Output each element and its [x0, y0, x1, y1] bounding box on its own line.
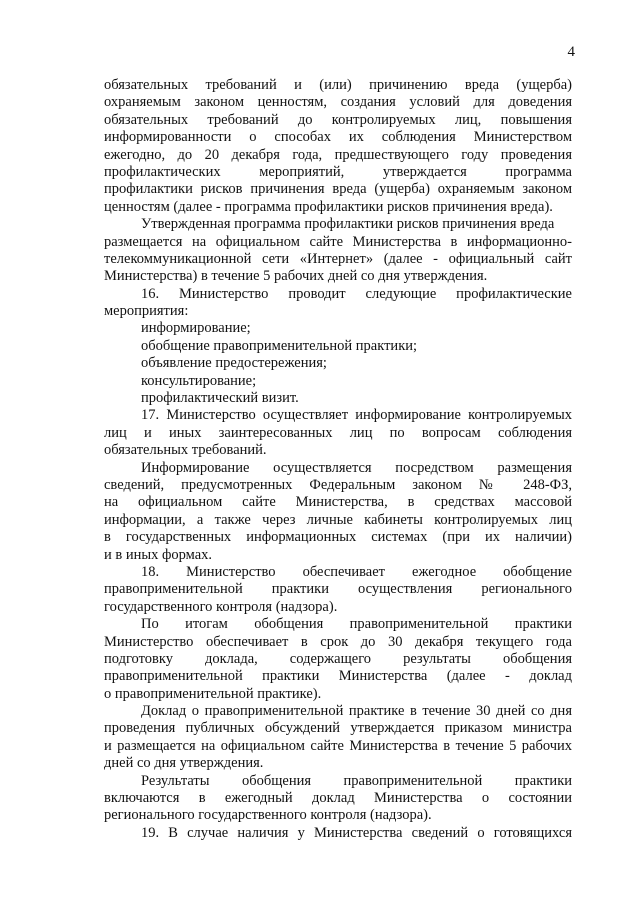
text-line: охраняемым законом ценностям, создания условий для доведения [104, 94, 572, 111]
text-line: проведения публичных обсуждений утверждается приказом министра [104, 720, 572, 737]
text-line: Результаты обобщения правоприменительной практики [141, 772, 572, 789]
text-line: Доклад о правоприменительной практике в течение 30 дней со дня [141, 703, 572, 720]
text-line: 17. Министерство осуществляет информирование контролируемых [141, 407, 572, 424]
text-line: сведений, предусмотренных Федеральным законом № 248-ФЗ, [104, 476, 572, 493]
document-body [104, 77, 572, 842]
text-line: обязательных требований. [104, 442, 267, 459]
text-line: лиц и иных заинтересованных лиц по вопросам соблюдения [104, 424, 572, 441]
text-line: 19. В случае наличия у Министерства сведений о готовящихся [141, 824, 572, 841]
text-line: дней со дня утверждения. [104, 755, 264, 772]
page-number: 4 [567, 44, 575, 60]
text-line: о правоприменительной практике). [104, 685, 322, 702]
text-line: ценностям (далее - программа профилактики рисков причинения вреда). [104, 198, 553, 215]
text-line: обязательных требований до контролируемых лиц, повышения [104, 111, 572, 128]
text-line: информирование; [141, 320, 251, 337]
text-line: включаются в ежегодный доклад Министерства о состоянии [104, 790, 572, 807]
text-line: информированности о способах их соблюдения Министерством [104, 129, 572, 146]
text-line: и размещается на официальном сайте Министерства в течение 5 рабочих [104, 737, 572, 754]
text-line: размещается на официальном сайте Министерства в информационно- [104, 233, 572, 250]
text-line: ежегодно, до 20 декабря года, предшествующего году проведения [104, 146, 572, 163]
text-line: Утвержденная программа профилактики рисков причинения вреда [141, 216, 555, 233]
text-line: консультирование; [141, 372, 257, 389]
text-line: подготовку доклада, содержащего результаты обобщения [104, 650, 572, 667]
text-line: Информирование осуществляется посредством размещения [141, 459, 572, 476]
text-line: в государственных информационных системах (при их наличии) [104, 529, 572, 546]
text-line: 18. Министерство обеспечивает ежегодное обобщение [141, 563, 572, 580]
text-line: информации, а также через личные кабинеты контролируемых лиц [104, 511, 572, 528]
text-line: правоприменительной практики Министерства (далее - доклад [104, 668, 572, 685]
text-line: государственного контроля (надзора). [104, 598, 338, 615]
text-line: обобщение правоприменительной практики; [141, 337, 418, 354]
text-line: объявление предостережения; [141, 355, 327, 372]
text-line: Министерство обеспечивает в срок до 30 декабря текущего года [104, 633, 572, 650]
text-line: на официальном сайте Министерства, в средствах массовой [104, 494, 572, 511]
text-line: обязательных требований и (или) причинению вреда (ущерба) [104, 77, 572, 93]
text-line: профилактики рисков причинения вреда (ущерба) охраняемым законом [104, 181, 572, 198]
text-line: профилактических мероприятий, утверждается программа [104, 163, 572, 180]
text-line: телекоммуникационной сети «Интернет» (далее - официальный сайт [104, 250, 572, 267]
text-line: 16. Министерство проводит следующие профилактические [141, 285, 572, 302]
text-line: Министерства) в течение 5 рабочих дней со дня утверждения. [104, 268, 488, 285]
text-line: По итогам обобщения правоприменительной практики [141, 616, 572, 633]
text-line: профилактический визит. [141, 390, 299, 407]
text-line: мероприятия: [104, 303, 189, 320]
text-line: и в иных формах. [104, 546, 213, 563]
text-line: регионального государственного контроля (надзора). [104, 807, 432, 824]
text-line: правоприменительной практики осуществления регионального [104, 581, 572, 598]
